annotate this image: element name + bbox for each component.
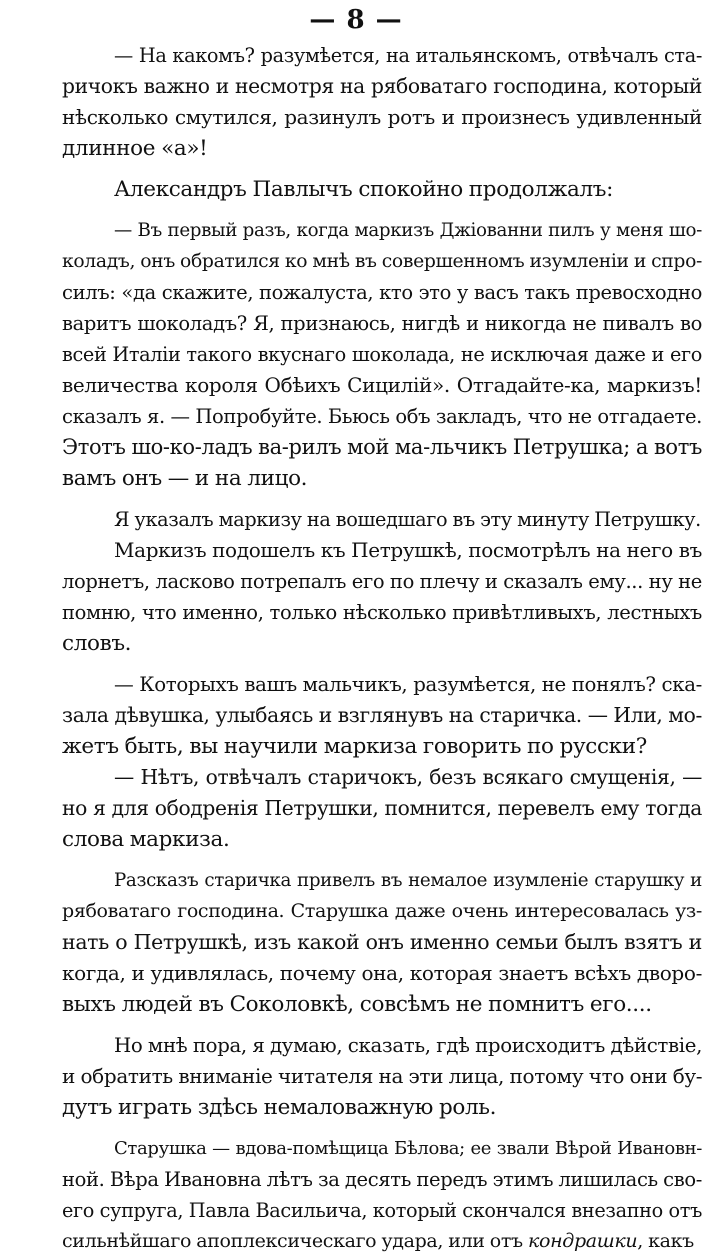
text-line: рябоватаго господина. Старушка даже очень интересовалась уз-	[62, 900, 702, 922]
text-line: вамъ онъ — и на лицо.	[62, 466, 308, 491]
text-line: ной. Вѣра Ивановна лѣтъ за десять передъ этимъ лишилась сво-	[62, 1168, 702, 1191]
paragraph-gap	[10, 494, 702, 504]
text-line: зала дѣвушка, улыбаясь и взглянувъ на старичка. — Или, мо-	[62, 703, 702, 727]
text-line: жетъ быть, вы научили маркиза говорить по русски?	[62, 734, 647, 759]
paragraph	[10, 40, 702, 164]
paragraph-gap	[10, 1020, 702, 1030]
text-line: Маркизъ подошелъ къ Петрушкѣ, посмотрѣлъ на него въ	[114, 538, 702, 562]
text-line: — Которыхъ вашъ мальчикъ, разумѣется, не понялъ? ска-	[114, 673, 702, 696]
paragraph	[10, 215, 702, 494]
text-line: величества короля Обѣихъ Сицилій». Отгадайте-ка, маркизъ!	[62, 373, 702, 397]
paragraph-gap	[10, 164, 702, 174]
text-line: дутъ играть здѣсь немаловажную роль.	[62, 1095, 497, 1120]
text-line: Я указалъ маркизу на вошедшаго въ эту минуту Петрушку.	[114, 508, 701, 531]
text-line: нать о Петрушкѣ, изъ какой онъ именно семьи былъ взятъ и	[62, 930, 702, 954]
paragraph-gap	[10, 1123, 702, 1133]
text-line: когда, и удивлялась, почему она, которая знаетъ всѣхъ дворо-	[62, 961, 702, 985]
text-line: Но мнѣ пора, я думаю, сказать, гдѣ происходитъ дѣйствіе,	[114, 1034, 702, 1057]
text-line: ричокъ важно и несмотря на рябоватаго господина, который	[62, 74, 702, 98]
paragraph-gap	[10, 855, 702, 865]
paragraph-gap	[10, 659, 702, 669]
paragraph-gap	[10, 205, 702, 215]
text-line: сказалъ я. — Попробуйте. Бьюсь объ закладъ, что не отгадаете.	[62, 405, 702, 428]
text-line: выхъ людей въ Соколовкѣ, совсѣмъ не помнитъ его....	[62, 992, 652, 1017]
text-line: и обратить вниманіе читателя на эти лица, потому что они бу-	[62, 1064, 703, 1088]
text-line: лорнетъ, ласково потрепалъ его по плечу и сказалъ ему... ну не	[62, 570, 702, 593]
paragraph	[10, 762, 702, 855]
text-line: Александръ Павлычъ спокойно продолжалъ:	[114, 177, 614, 202]
text-line: Этотъ шо-ко-ладъ ва-рилъ мой ма-льчикъ Петрушка; а вотъ	[62, 435, 702, 459]
paragraph	[10, 865, 702, 1020]
page-text	[10, 40, 702, 1257]
text-line: — Нѣтъ, отвѣчалъ старичокъ, безъ всякаго смущенія, —	[114, 765, 702, 789]
text-line: помню, что именно, только нѣсколько привѣтливыхъ, лестныхъ	[62, 601, 702, 624]
text-line: сильнѣйшаго апоплексическаго удара, или отъ кондрашки, какъ	[62, 1230, 694, 1252]
paragraph	[10, 535, 702, 659]
paragraph	[10, 1133, 702, 1257]
text-line: коладъ, онъ обратился ко мнѣ въ совершенномъ изумленіи и спро-	[62, 251, 702, 272]
text-line: но я для ободренія Петрушки, помнится, перевелъ ему тогда	[62, 796, 702, 820]
text-line: — На какомъ? разумѣется, на итальянскомъ, отвѣчалъ ста-	[114, 44, 702, 67]
paragraph	[10, 174, 702, 205]
paragraph	[10, 504, 702, 535]
text-line: Разсказъ старичка привелъ въ немалое изумленіе старушку и	[114, 870, 702, 891]
paragraph	[10, 669, 702, 762]
text-line: — Въ первый разъ, когда маркизъ Джіованни пилъ у меня шо-	[114, 220, 702, 241]
text-line: слова маркиза.	[62, 827, 230, 852]
italic-word: кондрашки	[528, 1230, 638, 1252]
text-line: Старушка — вдова-помѣщица Бѣлова; ее звали Вѣрой Ивановн-	[114, 1138, 702, 1159]
text-line: нѣсколько смутился, разинулъ ротъ и произнесъ удивленный	[62, 105, 702, 129]
text-line: его супруга, Павла Васильича, который скончался внезапно отъ	[62, 1199, 702, 1222]
text-line: словъ.	[62, 631, 132, 656]
paragraph	[10, 1030, 702, 1123]
text-line: длинное «а»!	[62, 136, 208, 161]
text-line: силъ: «да скажите, пожалуста, кто это у васъ такъ превосходно	[62, 281, 702, 304]
page-number: — 8 —	[309, 5, 403, 35]
text-line: варитъ шоколадъ? Я, признаюсь, нигдѣ и никогда не пивалъ во	[62, 312, 702, 335]
text-line: всей Италіи такого вкуснаго шоколада, не исключая даже и его	[62, 343, 702, 366]
